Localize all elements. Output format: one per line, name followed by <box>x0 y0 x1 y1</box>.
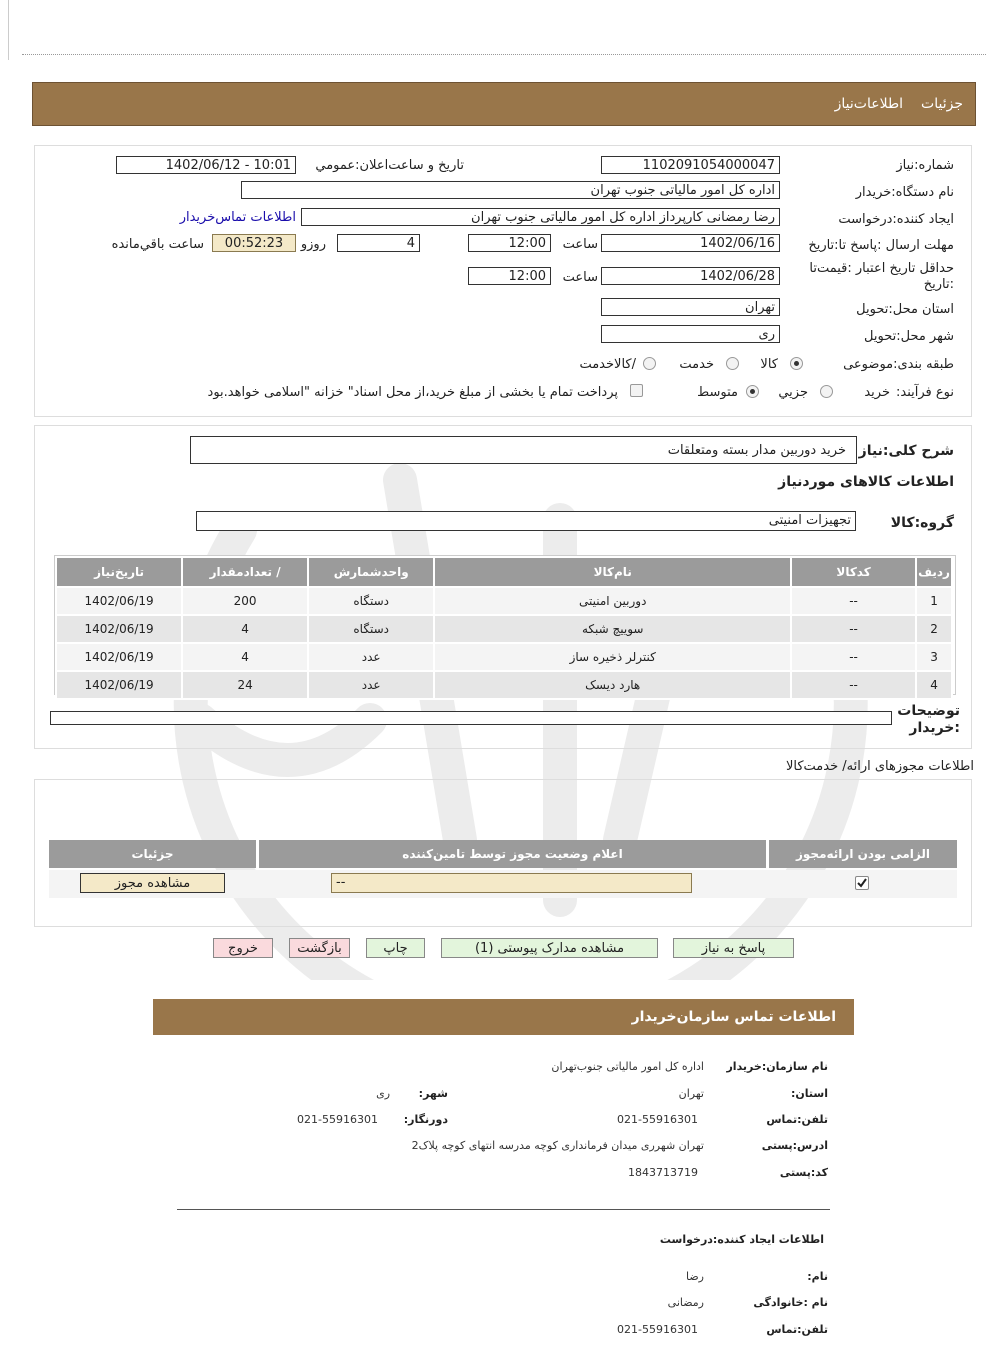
category-goods-label: کالا <box>760 357 778 372</box>
cell-name: هارد دیسک <box>434 671 791 699</box>
contact-fax-label: دورنگار: <box>403 1113 448 1126</box>
process-radio-medium[interactable] <box>746 385 759 398</box>
validity-time-label: ساعت <box>562 270 598 285</box>
permit-col-status: اعلام وضعيت مجوز توسط تامين‌کننده <box>259 840 766 868</box>
process-purchase-label: خريد <box>864 385 890 400</box>
validity-label: حداقل تاريخ اعتبار :قيمت‌تا :تاريخ <box>809 261 954 292</box>
table-row <box>56 643 952 671</box>
cell-row: 3 <box>916 643 952 671</box>
tab-need-info[interactable]: اطلاعات‌نیاز <box>834 96 903 112</box>
reply-time-field: 12:00 <box>468 234 551 252</box>
cell-qty: 4 <box>182 615 308 643</box>
reply-time-label: ساعت <box>562 237 598 252</box>
table-row <box>56 671 952 699</box>
buyer-org-label: نام دستگاه:خريدار <box>855 185 954 200</box>
check-icon <box>856 877 868 889</box>
page-header <box>32 82 976 126</box>
address-value: تهران شهرری میدان فرمانداری کوچه مدرسه انتهای کوچه پلاک2 <box>411 1139 704 1152</box>
cell-qty: 4 <box>182 643 308 671</box>
contact-fax-value: 021-55916301 <box>297 1113 378 1126</box>
address-label: ادرس:پستی <box>761 1139 828 1152</box>
table-row <box>56 615 952 643</box>
cell-qty: 200 <box>182 587 308 615</box>
days-label: روزو <box>300 237 326 252</box>
category-service-label: خدمت <box>679 357 714 372</box>
contact-province-label: استان: <box>791 1087 828 1100</box>
announce-field: 1402/06/12 - 10:01 <box>116 156 296 174</box>
contact-city-value: ری <box>376 1087 390 1100</box>
creator-phone-label: تلفن:تماس <box>766 1323 828 1336</box>
summary-label: شرح کلی:نیاز <box>858 443 954 459</box>
org-value: اداره کل امور مالیاتی جنوب‌تهران <box>551 1060 704 1073</box>
creator-name-label: نام: <box>807 1270 828 1283</box>
cell-date: 1402/06/19 <box>56 643 182 671</box>
cell-code: -- <box>791 671 916 699</box>
attachments-button[interactable]: مشاهده مدارک پیوستی (1) <box>441 938 658 958</box>
cell-unit: دستگاه <box>308 587 434 615</box>
contact-city-label: شهر: <box>418 1087 448 1100</box>
announce-label: تاريخ و ساعت‌اعلان:عمومي <box>315 158 464 173</box>
contact-heading: اطلاعات تماس سازمان‌خریدار <box>631 1009 836 1025</box>
cell-code: -- <box>791 587 916 615</box>
page-edge-line <box>8 0 9 60</box>
creator-field: رضا رمضانی کارپرداز اداره کل امور مالیاتی جنوب تهران <box>301 208 780 226</box>
cell-code: -- <box>791 643 916 671</box>
validity-time-field: 12:00 <box>468 267 551 285</box>
remaining-time-label: ساعت باقي‌مانده <box>111 237 204 252</box>
creator-phone-value: 021-55916301 <box>617 1323 698 1336</box>
buyer-org-field: اداره کل امور مالیاتی جنوب تهران <box>241 181 780 199</box>
cell-name: سوییچ شبکه <box>434 615 791 643</box>
category-goods-service-label: /کالاخدمت <box>579 357 636 372</box>
cell-qty: 24 <box>182 671 308 699</box>
contact-header <box>153 999 854 1035</box>
col-qty: / تعدادمقدار <box>182 557 308 587</box>
contact-phone-label: تلفن:تماس <box>766 1113 828 1126</box>
process-medium-label: متوسط <box>697 385 738 400</box>
category-label: طبقه بندی:موضوعی <box>843 357 954 372</box>
cell-unit: عدد <box>308 671 434 699</box>
buyer-notes-field <box>50 711 892 725</box>
cell-name: دوربین امنیتی <box>434 587 791 615</box>
exit-button[interactable]: خروج <box>213 938 273 958</box>
cell-unit: عدد <box>308 643 434 671</box>
contact-province-value: تهران <box>678 1087 704 1100</box>
category-radio-service[interactable] <box>726 357 739 370</box>
need-number-field: 1102091054000047 <box>601 156 780 174</box>
creator-family-value: رمضانی <box>667 1296 704 1309</box>
permit-col-required: الزامی بودن ارائه‌مجوز <box>769 840 957 868</box>
tab-details[interactable]: جزئيات <box>921 96 963 112</box>
cell-unit: دستگاه <box>308 615 434 643</box>
postal-label: کد:پستی <box>779 1166 828 1179</box>
cell-date: 1402/06/19 <box>56 615 182 643</box>
col-name: نام‌کالا <box>434 557 791 587</box>
need-number-label: شماره:نیاز <box>896 158 954 173</box>
cell-row: 4 <box>916 671 952 699</box>
org-label: نام سازمان:خريدار <box>726 1060 828 1073</box>
process-radio-minor[interactable] <box>820 385 833 398</box>
city-field: ری <box>601 325 780 343</box>
cell-row: 2 <box>916 615 952 643</box>
back-button[interactable]: بازگشت <box>289 938 350 958</box>
payment-checkbox[interactable] <box>630 384 643 397</box>
buyer-contact-link[interactable]: اطلاعات تماس‌خريدار <box>179 210 296 225</box>
col-code: کدکالا <box>791 557 916 587</box>
view-permit-button[interactable]: مشاهده مجوز <box>80 873 225 893</box>
category-radio-goods-service[interactable] <box>643 357 656 370</box>
goods-heading: اطلاعات کالاهای موردنیاز <box>778 474 954 490</box>
print-button[interactable]: چاپ <box>366 938 425 958</box>
reply-button[interactable]: پاسخ به نیاز <box>673 938 794 958</box>
permits-header-row <box>49 840 957 868</box>
goods-table <box>55 556 953 700</box>
permit-required-checkbox <box>855 876 869 890</box>
group-field: تجهیزات امنیتی <box>196 511 856 531</box>
contact-phone-value: 021-55916301 <box>617 1113 698 1126</box>
permit-col-details: جزئيات <box>49 840 256 868</box>
city-label: شهر محل:تحويل <box>864 329 954 344</box>
cell-row: 1 <box>916 587 952 615</box>
creator-name-value: رضا <box>685 1270 704 1283</box>
process-label: نوع فرآیند: <box>896 385 954 400</box>
reply-date-field: 1402/06/16 <box>601 234 780 252</box>
reply-deadline-label: مهلت ارسال :پاسخ تا:تاريخ <box>808 238 954 253</box>
creator-info-heading: اطلاعات ایجاد کننده:درخواست <box>659 1233 824 1246</box>
creator-family-label: نام :خانوادگی <box>753 1296 828 1309</box>
category-radio-goods[interactable] <box>790 357 803 370</box>
province-field: تهران <box>601 298 780 316</box>
contact-divider <box>177 1209 830 1210</box>
cell-date: 1402/06/19 <box>56 587 182 615</box>
buyer-notes-label: توضيحات :خريدار <box>897 703 960 736</box>
days-field: 4 <box>337 234 420 252</box>
summary-field: خرید دوربین مدار بسته ومتعلقات <box>190 436 857 464</box>
remaining-time-field: 00:52:23 <box>212 234 296 252</box>
cell-date: 1402/06/19 <box>56 671 182 699</box>
process-minor-label: جزيي <box>778 385 808 400</box>
cell-code: -- <box>791 615 916 643</box>
permits-heading: اطلاعات مجوزهای ارائه/ خدمت‌کالا <box>785 759 974 774</box>
cell-name: کنترلر ذخیره ساز <box>434 643 791 671</box>
postal-value: 1843713719 <box>628 1166 698 1179</box>
payment-note: پرداخت تمام یا بخشی از مبلغ خرید،از محل اسناد" خزانه "اسلامی خواهد.بود <box>207 385 618 400</box>
permit-status-field: -- <box>331 873 692 893</box>
validity-date-field: 1402/06/28 <box>601 267 780 285</box>
col-unit: واحدشمارش <box>308 557 434 587</box>
table-row <box>56 587 952 615</box>
top-divider <box>22 54 986 55</box>
col-row: رديف <box>916 557 952 587</box>
col-date: تاريخ‌نياز <box>56 557 182 587</box>
creator-label: ايجاد کننده:درخواست <box>838 212 954 227</box>
group-label: گروه:کالا <box>890 515 954 531</box>
province-label: استان محل:تحويل <box>856 302 954 317</box>
